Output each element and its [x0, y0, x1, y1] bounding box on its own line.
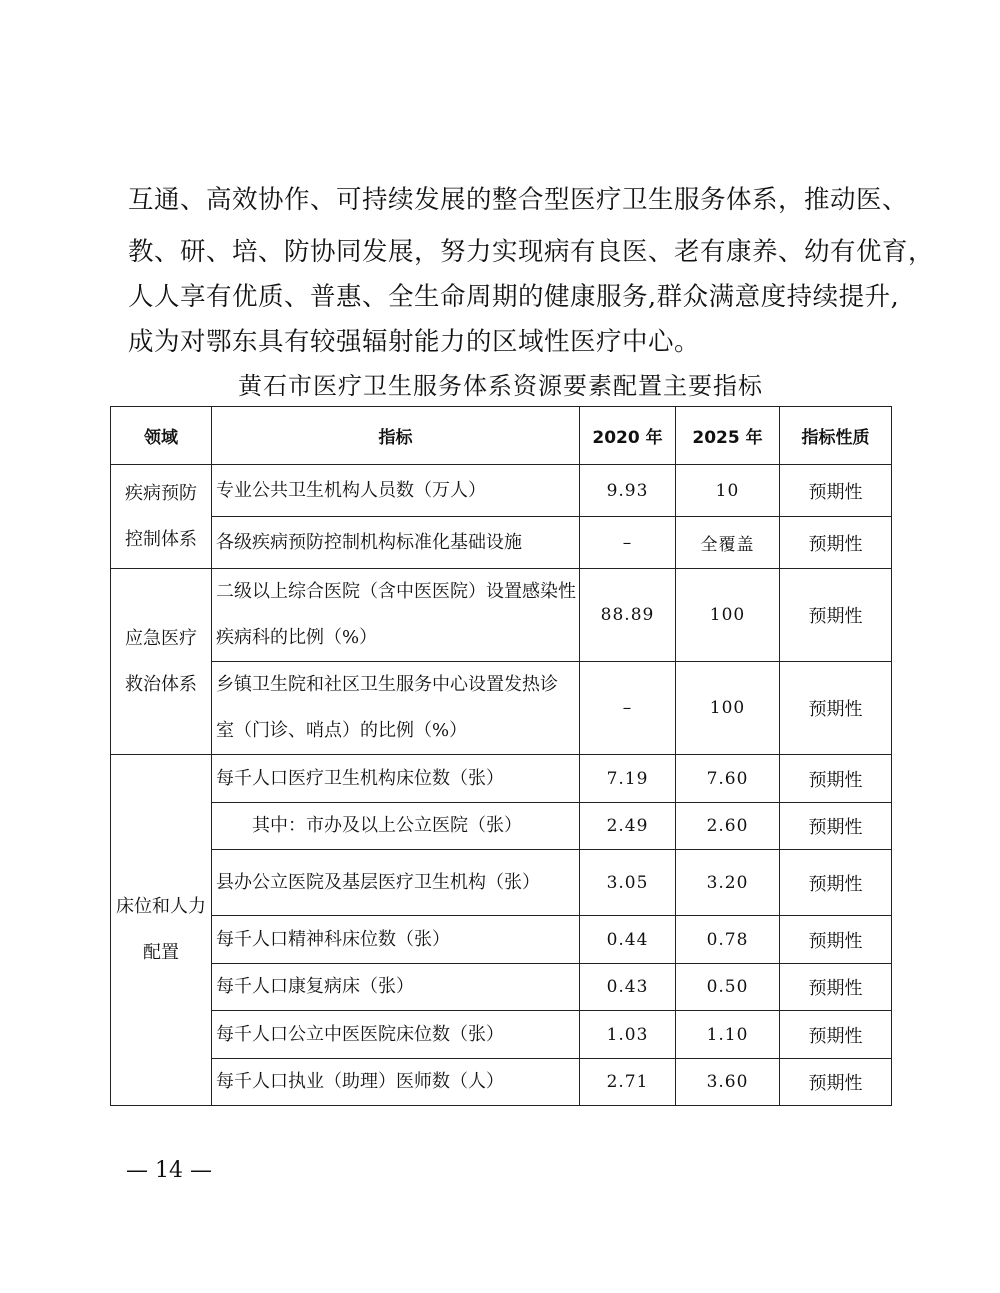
value-2020: 1.03: [580, 1011, 676, 1059]
value-2025: 0.50: [676, 964, 780, 1011]
indicator-cell: 乡镇卫生院和社区卫生服务中心设置发热诊 室（门诊、哨点）的比例（%）: [212, 662, 580, 755]
indicator-table: [110, 406, 892, 1106]
indicator-cell: 县办公立医院及基层医疗卫生机构（张）: [212, 850, 580, 916]
table-row: [111, 803, 892, 850]
nature-cell: 预期性: [780, 755, 892, 803]
paragraph-line: 教、研、培、防协同发展，努力实现病有良医、老有康养、幼有优育，: [128, 237, 935, 267]
table-row: [111, 569, 892, 662]
table-row: [111, 662, 892, 755]
indicator-cell: 各级疾病预防控制机构标准化基础设施: [212, 517, 580, 569]
header-2025: 2025 年: [676, 407, 780, 465]
value-2025: 3.20: [676, 850, 780, 916]
value-2020: 0.43: [580, 964, 676, 1011]
indicator-cell: 每千人口康复病床（张）: [212, 964, 580, 1011]
nature-cell: 预期性: [780, 517, 892, 569]
header-indicator: 指标: [212, 407, 580, 465]
nature-cell: 预期性: [780, 964, 892, 1011]
value-2020: –: [580, 517, 676, 569]
indicator-cell: 每千人口医疗卫生机构床位数（张）: [212, 755, 580, 803]
table-row: [111, 1059, 892, 1106]
header-2020: 2020 年: [580, 407, 676, 465]
indicator-cell: 每千人口执业（助理）医师数（人）: [212, 1059, 580, 1106]
value-2020: 2.49: [580, 803, 676, 850]
paragraph-line: 人人享有优质、普惠、全生命周期的健康服务,群众满意度持续提升,: [128, 282, 900, 312]
header-domain: 领域: [111, 407, 212, 465]
value-2020: 0.44: [580, 916, 676, 964]
value-2020: 3.05: [580, 850, 676, 916]
table-row: [111, 916, 892, 964]
value-2020: 88.89: [580, 569, 676, 662]
value-2025: 2.60: [676, 803, 780, 850]
indicator-cell: 专业公共卫生机构人员数（万人）: [212, 465, 580, 517]
value-2025: 100: [676, 569, 780, 662]
indicator-cell: 每千人口精神科床位数（张）: [212, 916, 580, 964]
table-title: 黄石市医疗卫生服务体系资源要素配置主要指标: [238, 372, 763, 400]
domain-cell: 疾病预防 控制体系: [111, 465, 212, 569]
nature-cell: 预期性: [780, 662, 892, 755]
paragraph-line: 成为对鄂东具有较强辐射能力的区域性医疗中心。: [128, 327, 701, 357]
value-2025: 10: [676, 465, 780, 517]
nature-cell: 预期性: [780, 850, 892, 916]
value-2020: 7.19: [580, 755, 676, 803]
nature-cell: 预期性: [780, 916, 892, 964]
indicator-cell: 其中：市办及以上公立医院（张）: [212, 803, 580, 850]
value-2025: 1.10: [676, 1011, 780, 1059]
paragraph-line: 互通、高效协作、可持续发展的整合型医疗卫生服务体系，推动医、: [128, 185, 909, 215]
table-row: [111, 850, 892, 916]
table-row: [111, 964, 892, 1011]
value-2025: 3.60: [676, 1059, 780, 1106]
value-2025: 全覆盖: [676, 517, 780, 569]
value-2020: 9.93: [580, 465, 676, 517]
domain-cell: 床位和人力 配置: [111, 755, 212, 1106]
table-header-row: [111, 407, 892, 465]
indicator-cell: 每千人口公立中医医院床位数（张）: [212, 1011, 580, 1059]
value-2025: 7.60: [676, 755, 780, 803]
nature-cell: 预期性: [780, 1059, 892, 1106]
nature-cell: 预期性: [780, 803, 892, 850]
value-2020: 2.71: [580, 1059, 676, 1106]
nature-cell: 预期性: [780, 465, 892, 517]
indicator-cell: 二级以上综合医院（含中医医院）设置感染性 疾病科的比例（%）: [212, 569, 580, 662]
table-row: [111, 517, 892, 569]
value-2025: 0.78: [676, 916, 780, 964]
table-row: [111, 755, 892, 803]
table-row: [111, 1011, 892, 1059]
nature-cell: 预期性: [780, 569, 892, 662]
nature-cell: 预期性: [780, 1011, 892, 1059]
header-nature: 指标性质: [780, 407, 892, 465]
value-2025: 100: [676, 662, 780, 755]
page-number: — 14 —: [126, 1158, 212, 1183]
domain-cell: 应急医疗 救治体系: [111, 569, 212, 755]
table-row: [111, 465, 892, 517]
value-2020: –: [580, 662, 676, 755]
